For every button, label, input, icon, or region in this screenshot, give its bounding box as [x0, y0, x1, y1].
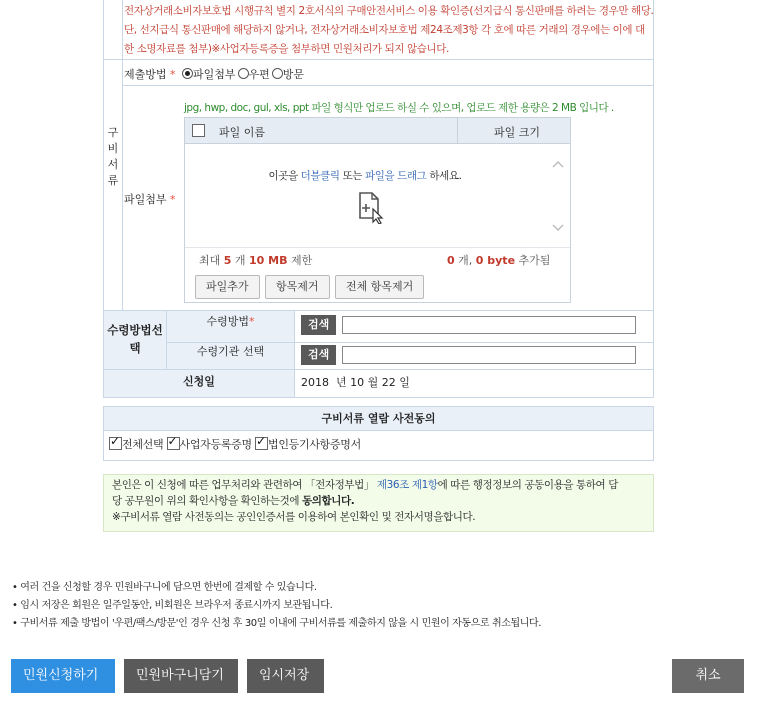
file-attach-label: 파일첨부 * — [124, 193, 176, 206]
agreement-line-1: 본인은 이 신청에 따른 업무처리와 관련하여 「전자정부법」 제36조 제1항에 따른 행정정보의 공동이용을 통하여 담 — [112, 479, 618, 491]
apply-date-label: 신청일 — [183, 375, 215, 388]
receive-method-search-button[interactable]: 검색 — [301, 315, 336, 335]
receive-group-label: 수령방법선택 — [107, 323, 163, 355]
radio-label-mail: 우편 — [248, 68, 270, 81]
divider — [294, 310, 295, 398]
radio-label-visit: 방문 — [282, 68, 305, 81]
file-drop-zone[interactable] — [185, 144, 570, 246]
column-file-size: 파일 크기 — [494, 126, 541, 139]
apply-date-label-cell — [104, 370, 294, 397]
agreement-statement — [103, 474, 654, 532]
apply-civil-petition-button[interactable]: 민원신청하기 — [11, 659, 115, 693]
receive-agency-input[interactable] — [342, 346, 636, 364]
file-upload-widget — [184, 117, 571, 303]
radio-label-file-attach: 파일첨부 — [193, 68, 236, 81]
divider — [103, 59, 654, 60]
receive-agency-label-cell — [167, 343, 294, 369]
pre-consent-options — [104, 431, 653, 457]
receive-method-input[interactable] — [342, 316, 636, 334]
upload-added-text: 0 개, 0 byte 추가됨 — [447, 254, 551, 267]
file-format-note: jpg, hwp, doc, gul, xls, ppt 파일 형식만 업로드 하실 수 있으며, 업로드 제한 용량은 2 MB 입니다 . — [184, 102, 614, 114]
radio-file-attach[interactable] — [182, 68, 193, 79]
divider — [123, 85, 654, 86]
file-list-header — [185, 118, 570, 144]
drop-zone-instruction: 이곳을 더블클릭 또는 파일을 드래그 하세요. — [268, 170, 462, 182]
divider — [122, 0, 123, 310]
consent-corporate-registry-label: 법인등기사항증명서 — [268, 438, 361, 451]
consent-corporate-registry-checkbox[interactable] — [255, 437, 268, 450]
agreement-line-3: ※구비서류 열람 사전동의는 공인인증서를 이용하여 본인확인 및 전자서명을합니다. — [112, 511, 476, 523]
note-item: • 구비서류 제출 방법이 '우편/팩스/방문'인 경우 신청 후 30일 이내에 구비서류를 제출하지 않을 시 민원이 자동으로 취소됩니다. — [12, 618, 542, 629]
agreement-line-2: 당 공무원이 위의 확인사항을 확인하는것에 동의합니다. — [112, 495, 355, 507]
add-to-basket-button[interactable]: 민원바구니담기 — [124, 659, 238, 693]
temp-save-button[interactable]: 임시저장 — [247, 659, 324, 693]
apply-date-value: 2018 년 10 월 22 일 — [301, 376, 410, 389]
divider — [185, 247, 570, 248]
consent-select-all-checkbox[interactable] — [109, 437, 122, 450]
note-item: • 여러 건을 신청할 경우 민원바구니에 담으면 한번에 결제할 수 있습니다. — [12, 582, 317, 593]
receive-group-cell — [104, 311, 166, 369]
pre-consent-title: 구비서류 열람 사전동의 — [104, 407, 653, 431]
note-item: • 임시 저장은 회원은 일주일동안, 비회원은 브라우저 종료시까지 보관됩니다. — [12, 600, 333, 611]
header-divider — [457, 118, 458, 144]
pre-consent-box — [103, 406, 654, 461]
file-add-icon — [356, 190, 386, 224]
remove-all-items-button[interactable]: 전체 항목제거 — [335, 275, 424, 299]
receive-agency-search-button[interactable]: 검색 — [301, 345, 336, 365]
file-list-scrollbar[interactable] — [550, 160, 566, 240]
cancel-button[interactable]: 취소 — [672, 659, 744, 693]
remove-item-button[interactable]: 항목제거 — [265, 275, 330, 299]
receive-agency-label: 수령기관 선택 — [196, 345, 265, 358]
section-label-required-docs: 구 비 서 류 — [107, 126, 119, 187]
receive-method-controls — [301, 315, 336, 335]
scroll-up-icon[interactable] — [552, 160, 564, 168]
receive-method-label: 수령방법* — [206, 315, 255, 328]
required-docs-notice: 전자상거래소비자보호법 시행규칙 별지 2호서식의 구매안전서비스 이용 확인증(선지급식 통신판매를 하려는 경우만 해당. 단, 선지급식 통신판매에 해당하지 않거나, 전자상거래소비자보호법 제24조제3항 각 호에 따른 거래의 경우에는 이에 대한 소명자료를 첨부)※사업자등록증을 첨부하면 민원처리가 되지 않습니다. — [124, 5, 654, 55]
submit-method-radio-group — [182, 66, 304, 82]
consent-business-registration-label: 사업자등록증명 — [179, 438, 252, 451]
scroll-down-icon[interactable] — [552, 224, 564, 232]
consent-business-registration-checkbox[interactable] — [167, 437, 180, 450]
column-file-name: 파일 이름 — [219, 126, 266, 139]
upload-button-group — [195, 275, 424, 299]
receive-method-label-cell — [167, 311, 294, 342]
upload-limit-text: 최대 5 개 10 MB 제한 — [199, 254, 313, 267]
radio-mail[interactable] — [238, 68, 249, 79]
divider — [103, 397, 654, 398]
receive-agency-controls — [301, 345, 336, 365]
select-all-files-checkbox[interactable] — [192, 124, 205, 137]
submit-method-label: 제출방법 * — [124, 68, 176, 81]
consent-select-all-label: 전체선택 — [122, 438, 164, 451]
add-file-button[interactable]: 파일추가 — [195, 275, 260, 299]
radio-visit[interactable] — [272, 68, 283, 79]
